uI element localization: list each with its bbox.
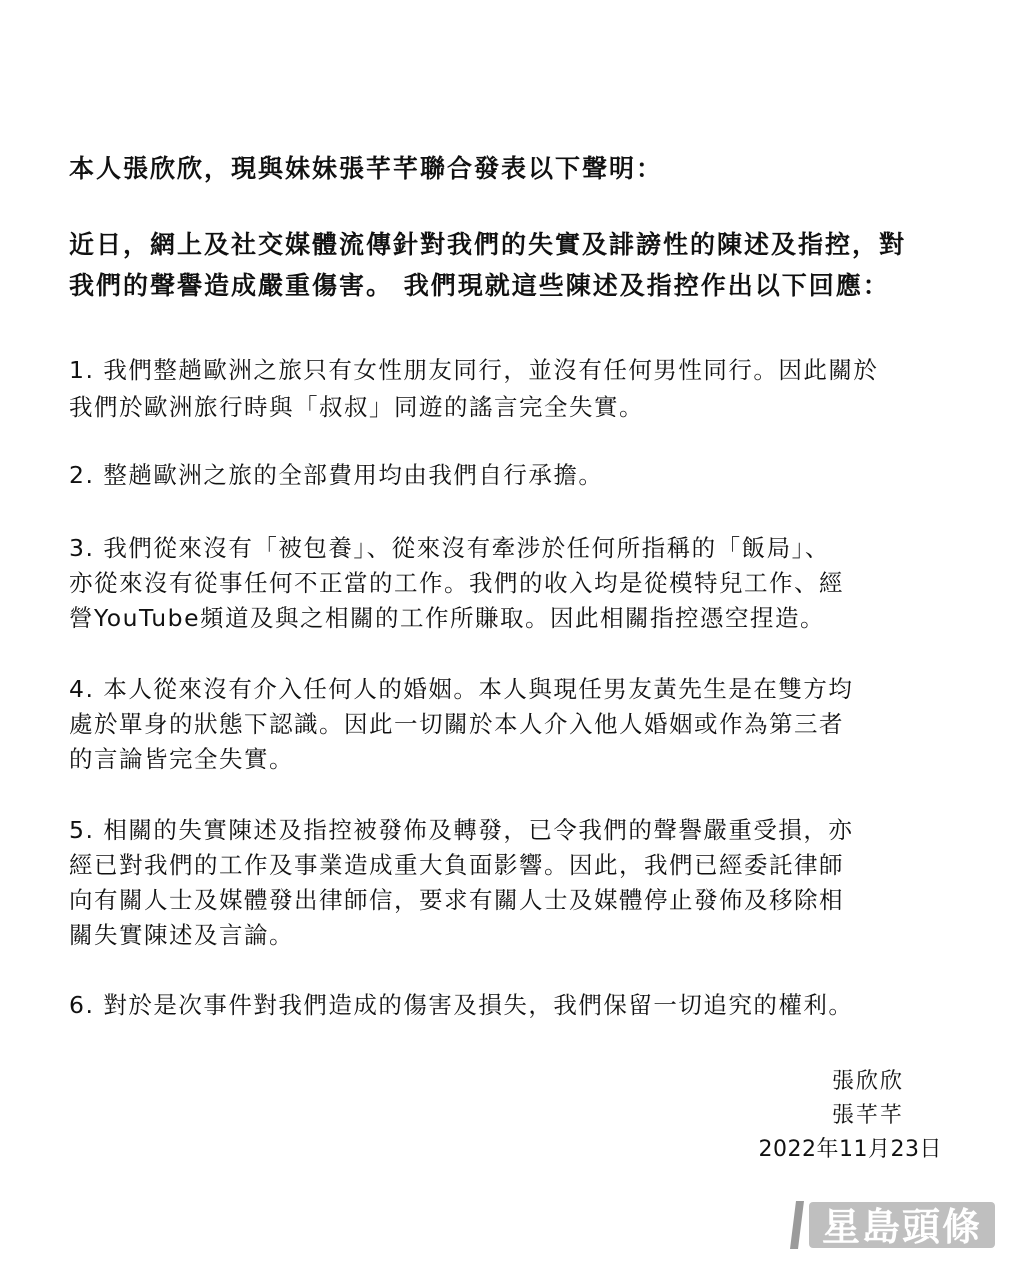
point-3-line-3: 營YouTube頻道及與之相關的工作所賺取。因此相關指控憑空捏造。	[69, 604, 826, 632]
point-4-line-3: 的言論皆完全失實。	[69, 745, 294, 773]
point-2-line-1: 2. 整趟歐洲之旅的全部費用均由我們自行承擔。	[69, 461, 604, 489]
point-1-line-2: 我們於歐洲旅行時與「叔叔」同遊的謠言完全失實。	[69, 393, 644, 421]
point-6-line-1: 6. 對於是次事件對我們造成的傷害及損失，我們保留一切追究的權利。	[69, 991, 854, 1019]
point-3-line-1: 3. 我們從來沒有「被包養」、從來沒有牽涉於任何所指稱的「飯局」、	[69, 534, 830, 562]
point-4-line-2: 處於單身的狀態下認識。因此一切關於本人介入他人婚姻或作為第三者	[69, 710, 844, 738]
preamble-line-1: 近日，網上及社交媒體流傳針對我們的失實及誹謗性的陳述及指控，對	[69, 230, 907, 259]
point-5-line-2: 經已對我們的工作及事業造成重大負面影響。因此，我們已經委託律師	[69, 851, 844, 879]
point-1-line-1: 1. 我們整趟歐洲之旅只有女性朋友同行，並沒有任何男性同行。因此關於	[69, 356, 879, 384]
point-5-line-3: 向有關人士及媒體發出律師信，要求有關人士及媒體停止發佈及移除相	[69, 886, 844, 914]
preamble-line-2: 我們的聲譽造成嚴重傷害。 我們現就這些陳述及指控作出以下回應：	[69, 271, 890, 300]
point-5-line-1: 5. 相關的失實陳述及指控被發佈及轉發，已令我們的聲譽嚴重受損，亦	[69, 816, 854, 844]
point-4-line-1: 4. 本人從來沒有介入任何人的婚姻。本人與現任男友黃先生是在雙方均	[69, 675, 854, 703]
signature-name-1: 張欣欣	[831, 1069, 904, 1094]
svg-text:星島頭條: 星島頭條	[821, 1205, 983, 1249]
point-5-line-4: 關失實陳述及言論。	[69, 921, 294, 949]
signature-name-2: 張芊芊	[831, 1103, 904, 1128]
signature-date: 2022年11月23日	[758, 1137, 942, 1162]
point-3-line-2: 亦從來沒有從事任何不正當的工作。我們的收入均是從模特兒工作、經	[69, 569, 844, 597]
sing-tao-watermark-logo	[790, 1193, 1002, 1257]
statement-intro: 本人張欣欣，現與妹妹張芊芊聯合發表以下聲明：	[69, 154, 664, 183]
